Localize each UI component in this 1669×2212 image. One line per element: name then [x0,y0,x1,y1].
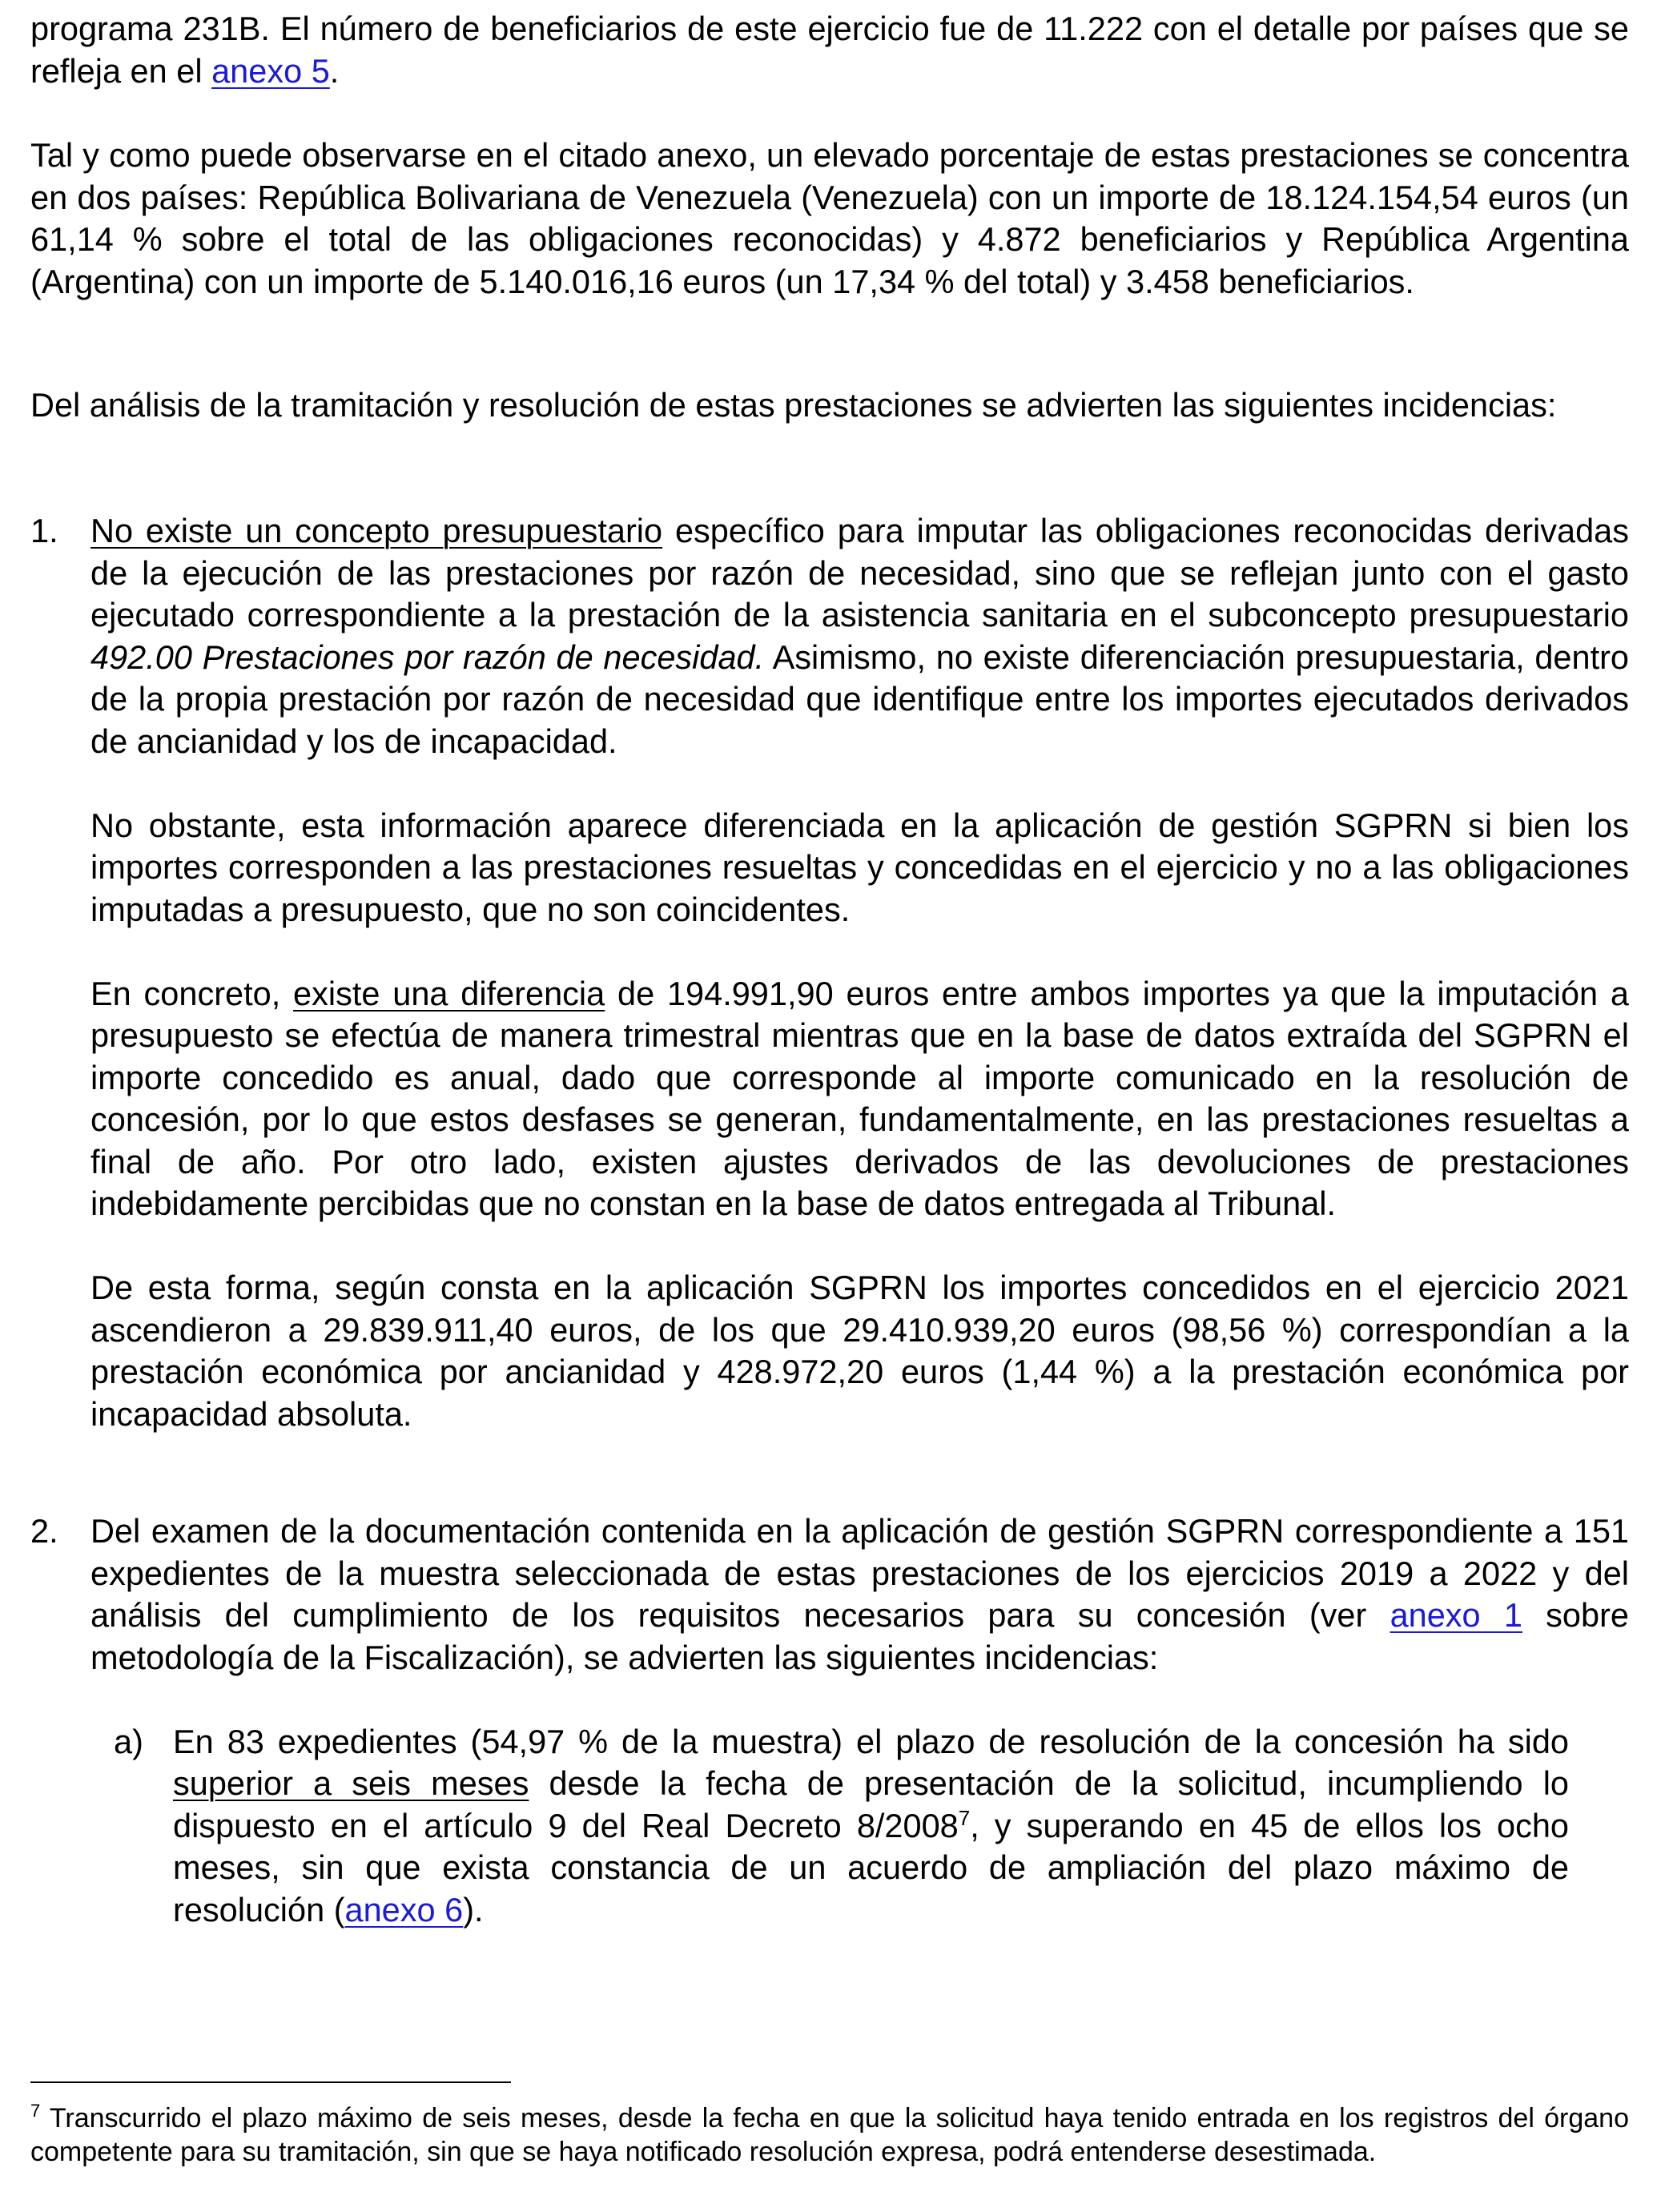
paragraph-sgprn-info: No obstante, esta información aparece diferenciada en la aplicación de gestión SGPRN si bien los importes corresponden a las prestaciones resueltas y concedidas en el ejercicio y no a las obligaciones imputadas a presupuesto, que no son coincidentes. [90,806,1629,928]
paragraph-incidences-intro: Del análisis de la tramitación y resolución de estas prestaciones se advierten las siguientes incidencias: [30,386,1557,424]
sub-list-marker: a) [114,1722,143,1760]
text: ). [463,1890,484,1928]
paragraph-examination [90,1510,1629,1679]
text: específico para imputar las obligaciones reconocidas derivadas de la ejecución de las prestaciones por razón de necesidad, sino que se reflejan junto con el gasto ejecutado correspondiente a la prestación de la asistencia sanitaria en el subconcepto presupuestario [90,512,1629,633]
text: programa 231B. El número de beneficiarios de este ejercicio fue de 11.222 con el detalle por países que se refleja en el [30,10,1629,90]
paragraph-countries: Tal y como puede observarse en el citado anexo, un elevado porcentaje de estas prestaciones se concentra en dos países: República Bolivariana de Venezuela (Venezuela) con un importe de 18.124.154,54 euros (un 61,14 % sobre el total de las obligaciones reconocidas) y 4.872 beneficiarios y República Argentina (Argentina) con un importe de 5.140.016,16 euros (un 17,34 % del total) y 3.458 beneficiarios. [30,136,1629,300]
underlined-text: No existe un concepto presupuestario [90,512,663,549]
footnote-separator [30,2081,511,2083]
list-item-2 [30,1510,1629,1931]
link-anexo-6[interactable]: anexo 6 [344,1890,464,1928]
list-marker: 1. [30,512,58,549]
paragraph-resolution-term [173,1721,1569,1932]
footnote-number: 7 [30,2101,41,2121]
text: , y superando en 45 de ellos los ocho meses, sin que exista constancia de un acuerdo de ampliación del plazo máximo de resolución ( [173,1806,1569,1928]
text: desde la fecha de presentación de la solicitud, incumpliendo lo dispuesto en el artículo 9 del Real Decreto 8/2008 [173,1764,1569,1844]
paragraph-difference [90,973,1629,1225]
text: Del examen de la documentación contenida en la aplicación de gestión SGPRN correspondiente a 151 expedientes de la muestra seleccionada de estas prestaciones de los ejercicios 2019 a 2022 y del análisis del cumplimiento de los requisitos necesarios para su concesión (ver [90,1512,1629,1634]
text: Asimismo, no existe diferenciación presupuestaria, dentro de la propia prestación por razón de necesidad que identifique entre los importes ejecutados derivados de ancianidad y los de incapacidad. [90,637,1630,760]
text: de 194.991,90 euros entre ambos importes ya que la imputación a presupuesto se efectúa de manera trimestral mientras que en la base de datos extraída del SGPRN el importe concedido es anual, dado que corresponde al importe comunicado en la resolución de concesión, por lo que estos desfases se generan, fundamentalmente, en las prestaciones resueltas a final de año. Por otro lado, existen ajustes derivados de las devoluciones de prestaciones indebidamente percibidas que no constan en la base de datos entregada al Tribunal. [90,974,1629,1222]
list-item-1 [30,510,1629,1435]
paragraph-amounts-2021: De esta forma, según consta en la aplicación SGPRN los importes concedidos en el ejercicio 2021 ascendieron a 29.839.911,40 euros, de los que 29.410.939,20 euros (98,56 %) correspondían a la prestación económica por ancianidad y 428.972,20 euros (1,44 %) a la prestación económica por incapacidad absoluta. [90,1269,1629,1433]
footnote-text: Transcurrido el plazo máximo de seis meses, desde la fecha en que la solicitud haya tenido entrada en los registros del órgano competente para su tramitación, sin que se haya notificado resolución expresa, podrá entenderse desestimada. [30,2103,1629,2167]
text: En 83 expedientes (54,97 % de la muestra) el plazo de resolución de la concesión ha sido [173,1722,1569,1760]
link-anexo-1[interactable]: anexo 1 [1389,1596,1522,1634]
link-anexo-5[interactable]: anexo 5 [211,51,330,90]
underlined-text: existe una diferencia [293,974,605,1012]
paragraph-beneficiaries [30,8,1629,92]
italic-text: 492.00 Prestaciones por razón de necesidad. [90,637,765,676]
text: sobre metodología de la Fiscalización), se advierten las siguientes incidencias: [90,1596,1629,1676]
list-marker: 2. [30,1512,58,1550]
paragraph-budget-concept [90,510,1629,762]
list-item-body [90,510,1629,1435]
footnote-7 [30,2101,1629,2169]
footnote-reference[interactable]: 7 [958,1805,971,1830]
sub-item-a [30,1721,1629,1932]
text: . [329,51,340,90]
text: En concreto, [90,974,294,1012]
underlined-text: superior a seis meses [173,1764,529,1802]
list-item-body [90,1510,1629,1679]
